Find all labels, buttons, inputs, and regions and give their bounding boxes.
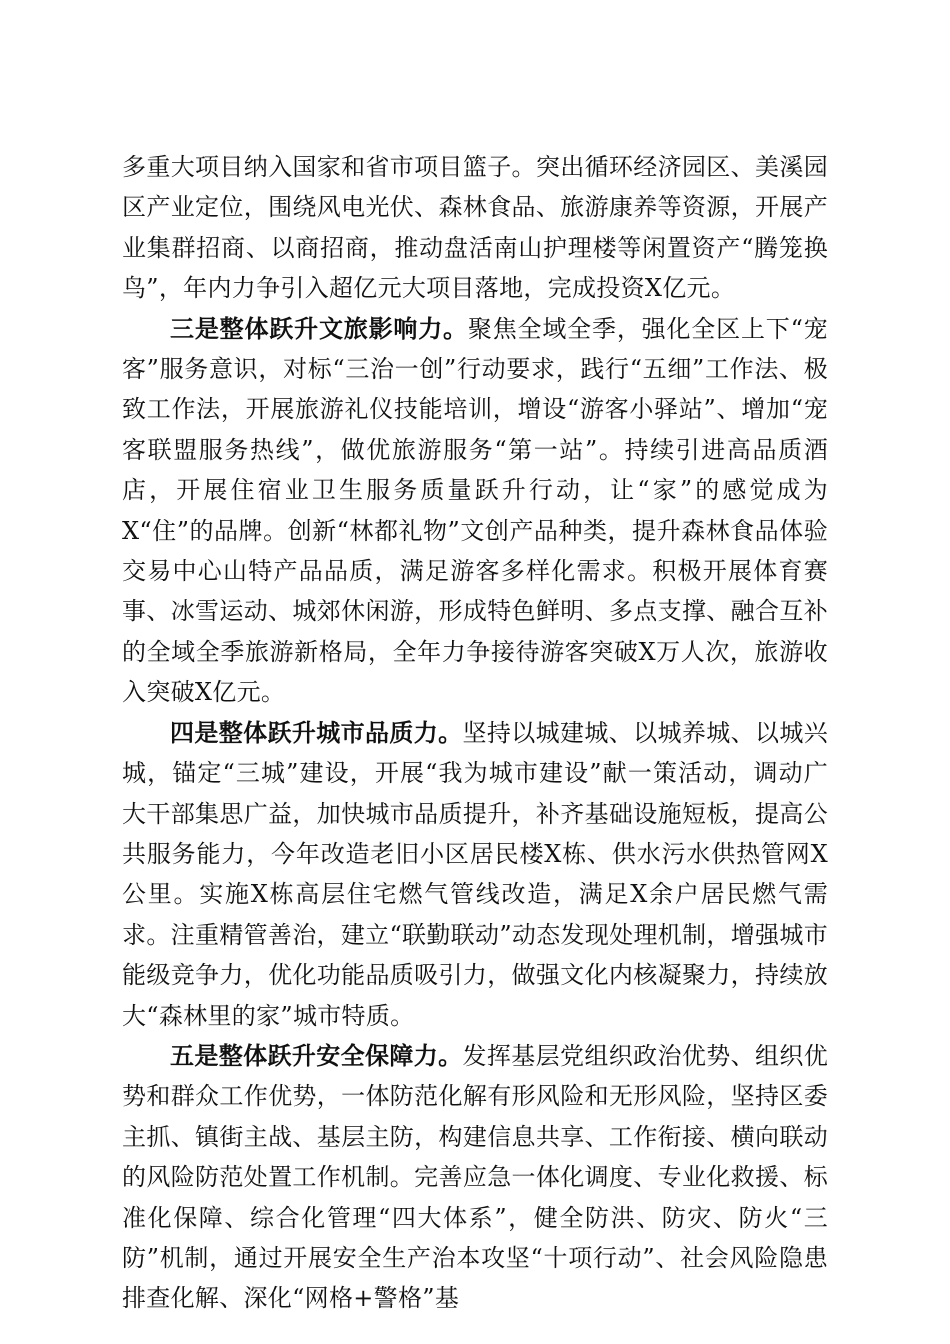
paragraph-heading: 五是整体跃升安全保障力。 <box>170 1040 463 1070</box>
paragraph-continued <box>122 147 828 309</box>
paragraph-body: 坚持以城建城、以城养城、以城兴城，锚定“三城”建设，开展“我为城市建设”献一策活动，调动广大干部集思广益，加快城市品质提升，补齐基础设施短板，提高公共服务能力，今年改造老旧小区居民楼X栋、供水污水供热管网X公里。实施X栋高层住宅燃气管线改造，满足X余户居民燃气需求。注重精管善治，建立“联勤联动”动态发现处理机制，增强城市能级竞争力，优化功能品质吸引力，做强文化内核凝聚力，持续放大“森林里的家”城市特质。 <box>122 718 829 1030</box>
paragraph-safety <box>122 1036 828 1319</box>
paragraph-body: 多重大项目纳入国家和省市项目篮子。突出循环经济园区、美溪园区产业定位，围绕风电光伏、森林食品、旅游康养等资源，开展产业集群招商、以商招商，推动盘活南山护理楼等闲置资产“腾笼换鸟”，年内力争引入超亿元大项目落地，完成投资X亿元。 <box>122 153 828 303</box>
paragraph-tourism <box>122 309 828 713</box>
paragraph-body: 聚焦全域全季，强化全区上下“宠客”服务意识，对标“三治一创”行动要求，践行“五细”工作法、极致工作法，开展旅游礼仪技能培训，增设“游客小驿站”、增加“宠客联盟服务热线”，做优旅游服务“第一站”。持续引进高品质酒店，开展住宿业卫生服务质量跃升行动，让“家”的感觉成为X“住”的品牌。创新“林都礼物”文创产品种类，提升森林食品体验交易中心山特产品品质，满足游客多样化需求。积极开展体育赛事、冰雪运动、城郊休闲游，形成特色鲜明、多点支撑、融合互补的全域全季旅游新格局，全年力争接待游客突破X万人次，旅游收入突破X亿元。 <box>122 314 828 707</box>
paragraph-body: 发挥基层党组织政治优势、组织优势和群众工作优势，一体防范化解有形风险和无形风险，坚持区委主抓、镇街主战、基层主防，构建信息共享、工作衔接、横向联动的风险防范处置工作机制。完善应急一体化调度、专业化救援、标准化保障、综合化管理“四大体系”，健全防洪、防灾、防火“三防”机制，通过开展安全生产治本攻坚“十项行动”、社会风险隐患排查化解、深化“网格+警格”基 <box>122 1041 829 1313</box>
paragraph-city-quality <box>122 713 828 1036</box>
document-body <box>122 147 828 1319</box>
paragraph-heading: 三是整体跃升文旅影响力。 <box>170 313 468 343</box>
paragraph-heading: 四是整体跃升城市品质力。 <box>170 717 463 747</box>
